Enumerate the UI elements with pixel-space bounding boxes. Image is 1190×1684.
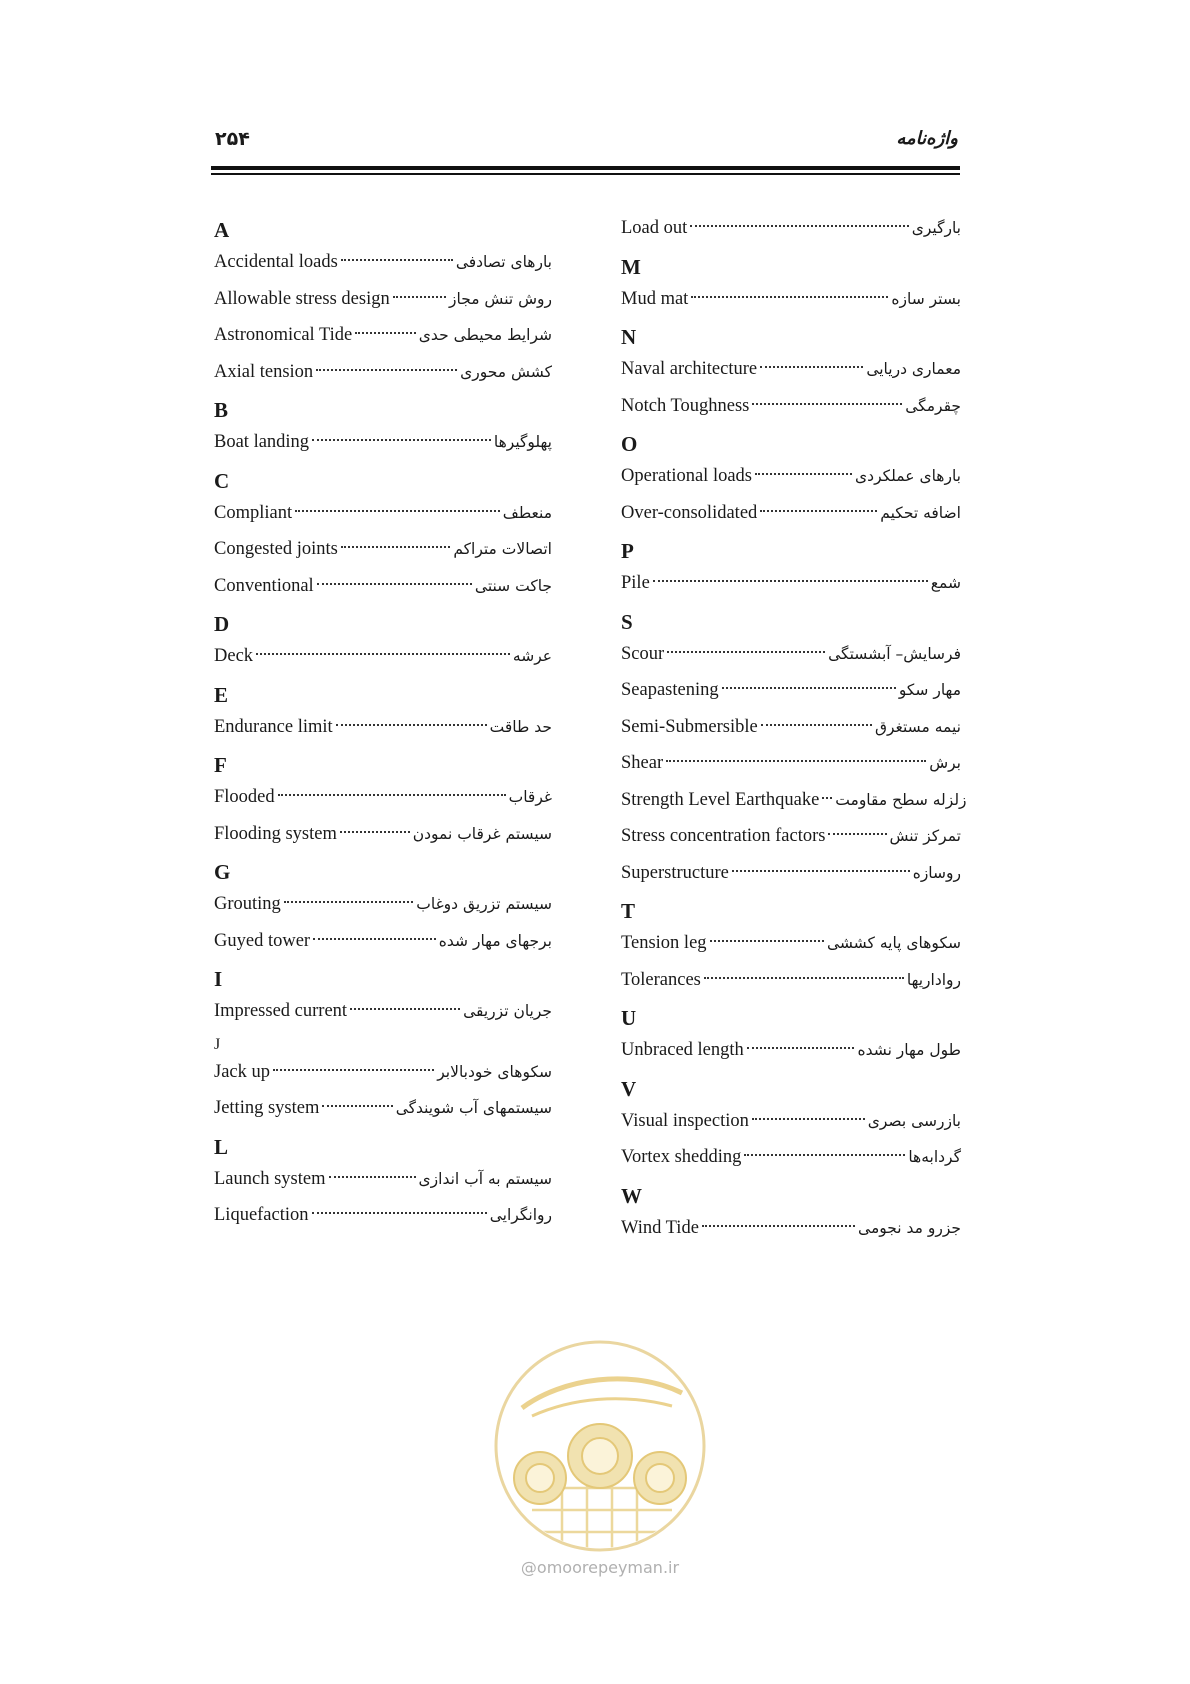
- term-persian: منعطف: [502, 503, 552, 522]
- glossary-entry: [214, 819, 552, 856]
- section-letter: N: [621, 325, 637, 349]
- glossary-entry: [214, 996, 552, 1033]
- glossary-entry: [621, 391, 961, 428]
- section-letter: P: [621, 539, 634, 563]
- section-letter: A: [214, 218, 230, 242]
- term-persian: طول مهار نشده: [857, 1041, 961, 1059]
- term-persian: سیستم تزریق دوغاب: [416, 895, 552, 913]
- leader-dots: [752, 403, 902, 405]
- glossary-entry: [621, 461, 961, 498]
- glossary-section: [214, 748, 552, 855]
- glossary-entry: [214, 1093, 552, 1130]
- glossary-entry: [214, 571, 552, 608]
- term-persian: سیستم به آب اندازی: [418, 1169, 552, 1188]
- term-english: Guyed tower: [214, 930, 311, 951]
- leader-dots: [312, 1212, 487, 1214]
- leader-dots: [666, 760, 926, 762]
- section-letter: L: [214, 1134, 229, 1159]
- glossary-section: [214, 678, 552, 749]
- glossary-section: [621, 213, 961, 250]
- section-letter: W: [621, 1183, 642, 1208]
- running-title: واژه‌نامه: [896, 128, 958, 149]
- term-persian: روش تنش مجاز: [448, 289, 552, 308]
- term-persian: شرایط محیطی حدی: [418, 326, 552, 344]
- watermark-logo: [492, 1338, 708, 1554]
- term-english: Launch system: [214, 1168, 326, 1189]
- term-english: Grouting: [214, 894, 281, 914]
- leader-dots: [341, 259, 453, 261]
- leader-dots: [761, 724, 872, 726]
- term-persian: برش: [929, 754, 961, 772]
- leader-dots: [313, 938, 436, 940]
- term-persian: حد طاقت: [489, 717, 552, 736]
- term-persian: مهار سکو: [898, 681, 961, 699]
- glossary-entry: [214, 498, 552, 535]
- term-persian: تمرکز تنش: [889, 827, 961, 845]
- term-persian: بستر سازه: [891, 289, 961, 308]
- glossary-section: [621, 1001, 961, 1072]
- term-english: Strength Level Earthquake: [621, 789, 820, 810]
- section-letter: J: [214, 1035, 221, 1053]
- term-persian: رواداریها: [906, 970, 961, 989]
- term-persian: روسازه: [912, 863, 961, 882]
- term-persian: نیمه مستغرق: [874, 717, 961, 736]
- term-english: Notch Toughness: [621, 395, 750, 416]
- glossary-section: [214, 213, 552, 393]
- term-english: Visual inspection: [621, 1110, 749, 1131]
- glossary-entry: [621, 354, 961, 391]
- glossary-entry: [621, 858, 961, 895]
- glossary-section: [621, 250, 961, 321]
- page-header: [211, 128, 960, 154]
- glossary-column-left: [214, 213, 552, 1237]
- leader-dots: [710, 940, 824, 942]
- leader-dots: [355, 332, 416, 334]
- glossary-entry: [214, 1164, 552, 1201]
- section-letter: D: [214, 612, 230, 636]
- leader-dots: [278, 794, 506, 796]
- term-persian: سکوهای پایه کششی: [826, 934, 961, 952]
- term-english: Tension leg: [621, 933, 707, 953]
- glossary-section: [621, 534, 961, 605]
- term-english: Load out: [621, 218, 688, 238]
- leader-dots: [316, 369, 457, 371]
- glossary-entry: [621, 1035, 961, 1072]
- leader-dots: [828, 833, 886, 835]
- glossary-section: [621, 605, 967, 895]
- header-rule-thick: [211, 166, 960, 170]
- leader-dots: [704, 977, 904, 979]
- term-english: Flooding system: [214, 823, 337, 844]
- glossary-section: [214, 607, 552, 678]
- term-persian: جریان تزریقی: [463, 1002, 552, 1020]
- glossary-entry: [214, 641, 552, 678]
- glossary-section: [214, 855, 552, 962]
- term-english: Jetting system: [214, 1098, 320, 1118]
- term-english: Vortex shedding: [621, 1147, 742, 1167]
- term-english: Endurance limit: [214, 716, 333, 737]
- glossary-column-right: [621, 213, 967, 1249]
- leader-dots: [256, 653, 510, 655]
- glossary-entry: [621, 1106, 961, 1143]
- section-letter: U: [621, 1006, 637, 1030]
- leader-dots: [284, 901, 413, 903]
- section-letter: V: [621, 1076, 637, 1101]
- glossary-entry: [214, 357, 552, 394]
- watermark-caption: @omoorepeyman.ir: [520, 1558, 680, 1577]
- term-persian: برجهای مهار شده: [438, 931, 552, 950]
- glossary-entry: [214, 1200, 552, 1237]
- term-english: Seapastening: [621, 680, 719, 700]
- leader-dots: [752, 1118, 865, 1120]
- glossary-entry: [621, 675, 961, 712]
- glossary-section: [621, 1072, 961, 1179]
- section-letter: T: [621, 899, 636, 923]
- leader-dots: [732, 870, 910, 872]
- term-persian: زلزله سطح مقاومت: [835, 790, 967, 809]
- term-persian: سیستم غرقاب نمودن: [412, 824, 552, 843]
- term-english: Pile: [621, 573, 650, 593]
- term-persian: بارگیری: [911, 219, 961, 237]
- glossary-section: [214, 1033, 552, 1130]
- page-number: ۲۵۴: [215, 128, 250, 150]
- term-english: Superstructure: [621, 862, 729, 883]
- glossary-entry: [214, 712, 552, 749]
- leader-dots: [341, 546, 450, 548]
- leader-dots: [322, 1105, 392, 1107]
- term-persian: اضافه تحکیم: [880, 503, 961, 522]
- leader-dots: [295, 510, 500, 512]
- term-persian: چقرمگی: [905, 396, 961, 415]
- term-persian: پهلوگیرها: [493, 433, 552, 451]
- leader-dots: [691, 296, 888, 298]
- leader-dots: [350, 1008, 460, 1010]
- leader-dots: [690, 225, 908, 227]
- term-english: Shear: [621, 753, 664, 773]
- term-english: Impressed current: [214, 1001, 348, 1021]
- term-english: Mud mat: [621, 288, 689, 309]
- term-english: Unbraced length: [621, 1040, 744, 1060]
- glossary-entry: [621, 821, 961, 858]
- leader-dots: [653, 580, 928, 582]
- glossary-entry: [214, 284, 552, 321]
- section-letter: E: [214, 682, 229, 707]
- glossary-entry: [621, 712, 961, 749]
- term-english: Axial tension: [214, 361, 314, 382]
- leader-dots: [273, 1069, 434, 1071]
- term-persian: جاکت سنتی: [474, 576, 552, 595]
- glossary-section: [214, 464, 552, 608]
- leader-dots: [340, 831, 410, 833]
- term-persian: بارهای تصادفی: [455, 253, 552, 271]
- glossary-entry: [214, 889, 552, 926]
- term-persian: سکوهای خودبالابر: [437, 1062, 552, 1081]
- glossary-entry: [214, 427, 552, 464]
- leader-dots: [336, 724, 487, 726]
- term-persian: کشش محوری: [460, 362, 552, 381]
- leader-dots: [760, 510, 877, 512]
- term-english: Congested joints: [214, 539, 338, 559]
- leader-dots: [822, 797, 832, 799]
- term-english: Stress concentration factors: [621, 826, 826, 846]
- leader-dots: [744, 1154, 905, 1156]
- glossary-section: [214, 393, 552, 464]
- section-letter: O: [621, 432, 638, 456]
- glossary-entry: [621, 1213, 961, 1250]
- term-persian: غرقاب: [508, 788, 552, 806]
- term-english: Compliant: [214, 502, 293, 523]
- term-english: Semi-Submersible: [621, 716, 758, 737]
- glossary-section: [214, 962, 552, 1033]
- term-english: Over-consolidated: [621, 502, 758, 523]
- glossary-section: [621, 1179, 961, 1250]
- glossary-entry: [621, 748, 961, 785]
- glossary-entry: [214, 1057, 552, 1094]
- leader-dots: [702, 1225, 855, 1227]
- term-persian: گردابه‌ها: [908, 1148, 961, 1166]
- term-persian: شمع: [930, 574, 961, 592]
- term-english: Tolerances: [621, 969, 701, 990]
- section-letter: B: [214, 398, 229, 422]
- leader-dots: [760, 366, 863, 368]
- header-rule-thin: [211, 173, 960, 175]
- term-persian: بازرسی بصری: [867, 1111, 961, 1130]
- term-english: Boat landing: [214, 432, 310, 452]
- glossary-entry: [214, 782, 552, 819]
- leader-dots: [393, 296, 446, 298]
- leader-dots: [312, 439, 491, 441]
- leader-dots: [329, 1176, 416, 1178]
- glossary-entry: [621, 213, 961, 250]
- leader-dots: [722, 687, 896, 689]
- glossary-entry: [214, 320, 552, 357]
- term-english: Wind Tide: [621, 1217, 699, 1238]
- glossary-entry: [621, 1142, 961, 1179]
- glossary-section: [621, 894, 961, 1001]
- term-persian: معماری دریایی: [866, 360, 961, 378]
- glossary-entry: [621, 928, 961, 965]
- term-english: Conventional: [214, 575, 314, 596]
- glossary-entry: [621, 568, 961, 605]
- section-letter: C: [214, 468, 230, 493]
- term-english: Liquefaction: [214, 1205, 309, 1225]
- term-english: Flooded: [214, 787, 275, 807]
- glossary-entry: [621, 785, 967, 822]
- term-english: Allowable stress design: [214, 288, 390, 309]
- term-english: Jack up: [214, 1061, 270, 1082]
- glossary-section: [621, 320, 961, 427]
- term-english: Operational loads: [621, 466, 752, 486]
- glossary-entry: [621, 639, 961, 676]
- term-persian: روانگرایی: [489, 1206, 552, 1224]
- term-english: Accidental loads: [214, 252, 338, 272]
- section-letter: I: [214, 967, 223, 991]
- leader-dots: [755, 473, 852, 475]
- term-persian: سیستمهای آب شویندگی: [395, 1099, 552, 1117]
- glossary-entry: [621, 965, 961, 1002]
- leader-dots: [747, 1047, 855, 1049]
- term-persian: اتصالات متراکم: [453, 540, 552, 558]
- term-persian: بارهای عملکردی: [855, 467, 961, 485]
- term-persian: عرشه: [512, 647, 552, 665]
- leader-dots: [667, 651, 825, 653]
- section-letter: G: [214, 860, 231, 884]
- term-persian: جزرو مد نجومی: [858, 1218, 961, 1237]
- glossary-entry: [214, 926, 552, 963]
- glossary-section: [214, 1130, 552, 1237]
- section-letter: S: [621, 609, 633, 634]
- glossary-section: [621, 427, 961, 534]
- term-english: Naval architecture: [621, 359, 758, 379]
- glossary-entry: [214, 534, 552, 571]
- leader-dots: [317, 583, 472, 585]
- term-english: Deck: [214, 646, 254, 666]
- term-english: Astronomical Tide: [214, 325, 353, 345]
- glossary-entry: [214, 247, 552, 284]
- glossary-entry: [621, 498, 961, 535]
- term-persian: فرسایش– آبشستگی: [828, 644, 961, 663]
- section-letter: F: [214, 753, 227, 777]
- section-letter: M: [621, 254, 641, 279]
- glossary-entry: [621, 284, 961, 321]
- term-english: Scour: [621, 643, 665, 664]
